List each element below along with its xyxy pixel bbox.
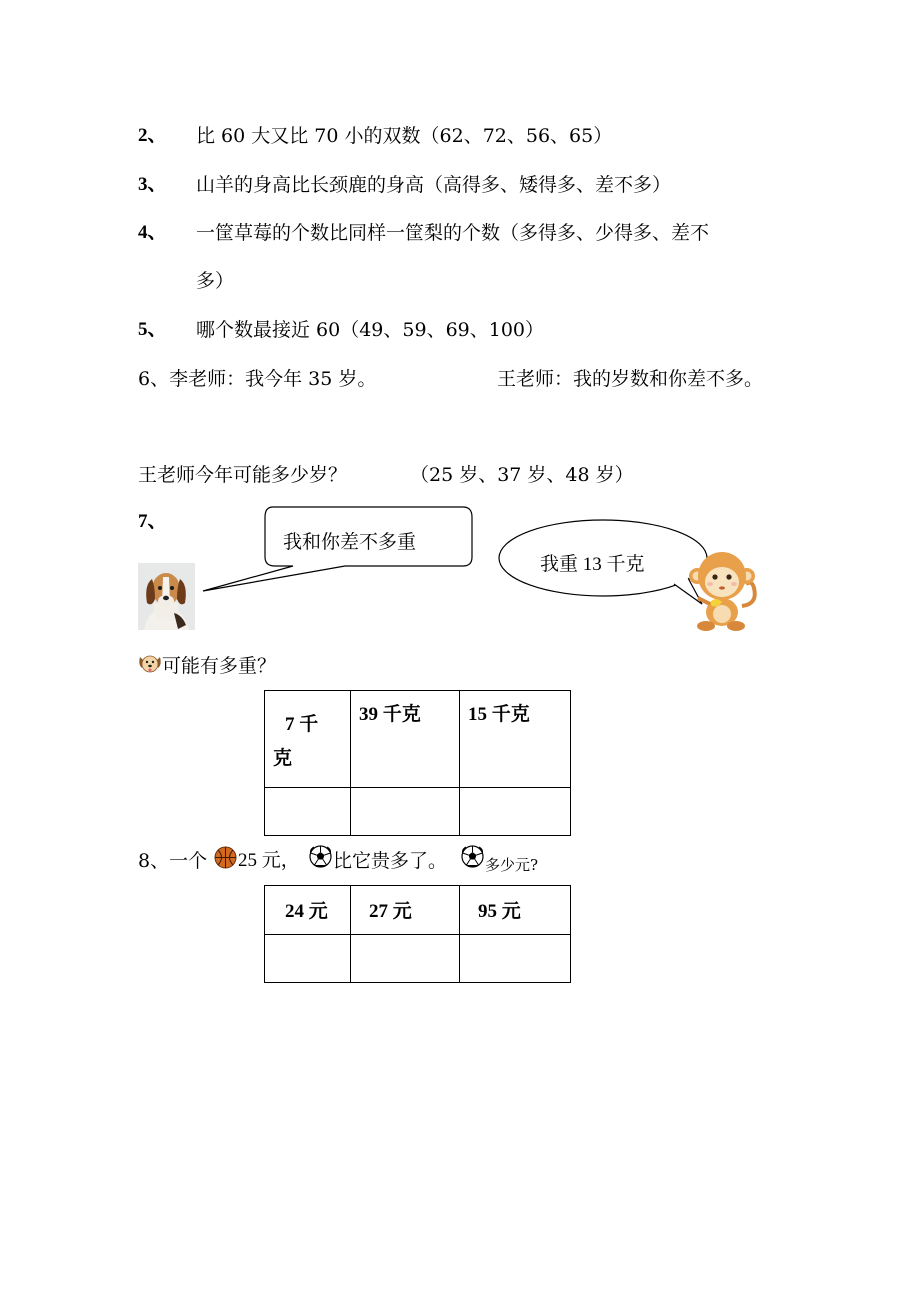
q8-answer-cell-1[interactable]	[265, 935, 351, 983]
q7-answer-cell-3[interactable]	[460, 788, 571, 836]
dog-photo	[138, 563, 195, 630]
q3-text: 山羊的身高比长颈鹿的身高（高得多、矮得多、差不多）	[196, 174, 672, 196]
q6-question: 王老师今年可能多少岁？	[138, 464, 348, 486]
q5-text: 哪个数最接近 60（49、59、69、100）	[196, 319, 545, 341]
q8-option-95-text: 95 元	[478, 901, 521, 922]
q8-price-text: 25 元，	[238, 850, 300, 871]
q8-answer-cell-2[interactable]	[351, 935, 460, 983]
q7-option-39kg-text: 39 千克	[359, 704, 421, 725]
q8-answer-cell-3[interactable]	[460, 935, 571, 983]
q8-option-27-text: 27 元	[369, 901, 412, 922]
q8-option-24-text: 24 元	[285, 901, 328, 922]
q7-option-39kg	[351, 691, 460, 788]
dog-face-icon	[138, 653, 162, 675]
q8-option-95	[460, 886, 571, 935]
q7-option-7kg-line1: 7 千	[285, 714, 319, 735]
q4-text-line2: 多）	[196, 270, 235, 292]
q8-option-24	[265, 886, 351, 935]
soccer-ball-icon-2	[461, 845, 484, 868]
q6-options: （25 岁、37 岁、48 岁）	[410, 464, 634, 486]
q8-price	[238, 849, 300, 873]
monkey-bubble-text: 我重 13 千克	[540, 554, 645, 575]
soccer-ball-icon	[309, 845, 332, 868]
q2-number: 2、	[138, 125, 167, 146]
q7-option-7kg-line2: 克	[273, 748, 293, 769]
basketball-icon	[214, 846, 237, 869]
q7-answer-cell-2[interactable]	[351, 788, 460, 836]
q8-prefix-visible: 8、一个	[138, 850, 208, 872]
q4-text-line1: 一筐草莓的个数比同样一筐梨的个数（多得多、少得多、差不	[196, 222, 710, 244]
dog-bubble-text: 我和你差不多重	[283, 531, 417, 553]
q8-answer-table	[264, 885, 571, 983]
q4-number: 4、	[138, 222, 167, 243]
q7-answer-table	[264, 690, 571, 836]
q6-teacher-wang: 王老师：我的岁数和你差不多。	[497, 368, 764, 390]
q7-option-7kg	[265, 691, 351, 788]
q8-option-27	[351, 886, 460, 935]
q7-option-15kg	[460, 691, 571, 788]
q6-teacher-li: 6、李老师：我今年 35 岁。	[138, 368, 377, 390]
q2-text: 比 60 大又比 70 小的双数（62、72、56、65）	[196, 125, 613, 147]
q5-number: 5、	[138, 319, 167, 340]
q7-number: 7、	[138, 511, 167, 532]
monkey-icon	[688, 548, 760, 632]
q8-middle: 比它贵多了。	[333, 850, 448, 872]
q8-suffix: 多少元?	[485, 856, 539, 874]
q3-number: 3、	[138, 174, 167, 195]
q7-question: 可能有多重？	[162, 655, 277, 677]
q7-option-15kg-text: 15 千克	[468, 704, 530, 725]
q7-answer-cell-1[interactable]	[265, 788, 351, 836]
